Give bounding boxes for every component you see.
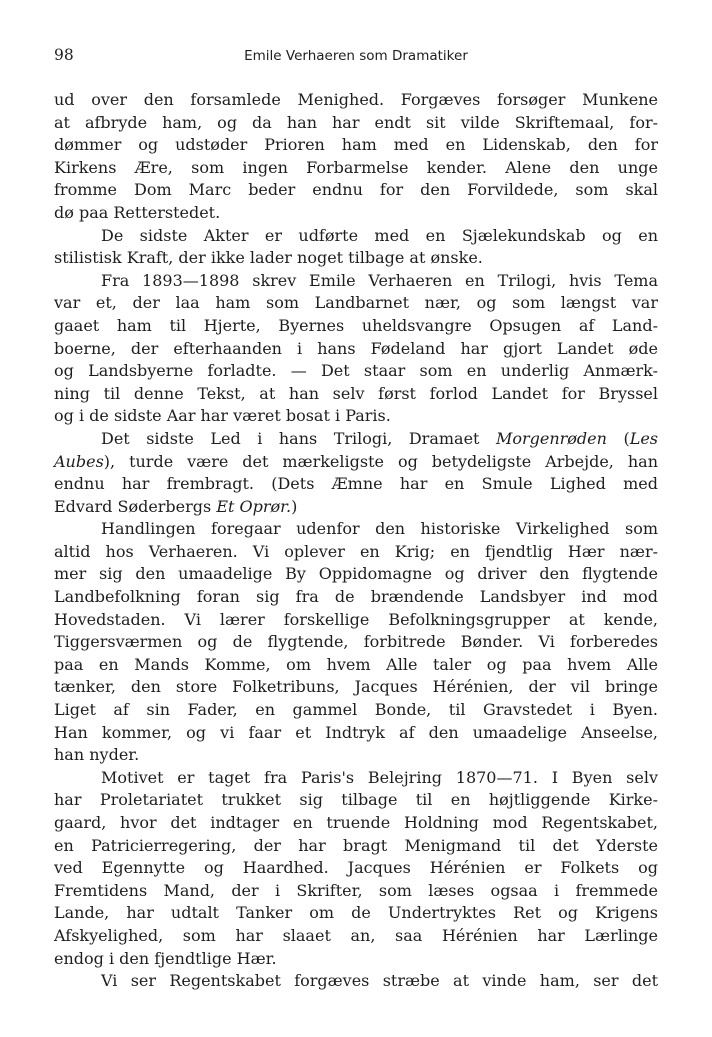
italic-title: Les xyxy=(629,428,659,448)
text-line: han nyder. xyxy=(54,745,140,765)
text-line: Lande, har udtalt Tanker om de Undertryktes Ret og Krigens xyxy=(54,903,658,923)
text-line: boerne, der efterhaanden i hans Fødeland har gjort Landet øde xyxy=(54,338,658,358)
text-line: paa en Mands Komme, om hvem Alle taler og paa hvem Alle xyxy=(54,654,658,674)
text-line: Vi ser Regentskabet forgæves stræbe at vinde ham, ser det xyxy=(101,971,658,991)
italic-title: Aubes xyxy=(54,451,104,471)
text-line: en Patricierregering, der har bragt Menigmand til det Yderste xyxy=(54,835,658,855)
text-line: at afbryde ham, og da han har endt sit vilde Skriftemaal, for- xyxy=(54,112,658,132)
body-text xyxy=(54,89,658,993)
text-line: dø paa Retterstedet. xyxy=(54,202,221,222)
text-run: ) xyxy=(291,496,298,516)
text-run: Edvard Søderbergs xyxy=(54,496,217,516)
text-run: ( xyxy=(606,428,630,448)
text-line xyxy=(54,451,658,474)
text-line: endog i den fjendtlige Hær. xyxy=(54,948,277,968)
page-header xyxy=(54,46,658,68)
text-line: Tiggersværmen og de flygtende, forbitrede Bønder. Vi forberedes xyxy=(54,632,658,652)
text-line: stilistisk Kraft, der ikke lader noget tilbage at ønske. xyxy=(54,248,483,268)
italic-title: Et Oprør. xyxy=(216,496,292,516)
text-line: ning til denne Tekst, at han selv først forlod Landet for Bryssel xyxy=(54,383,658,403)
text-line: Liget af sin Fader, en gammel Bonde, til Gravstedet i Byen. xyxy=(54,700,658,720)
text-line: har Proletariatet trukket sig tilbage til en højtliggende Kirke- xyxy=(54,790,658,810)
text-line: var et, der laa ham som Landbarnet nær, og som længst var xyxy=(54,293,658,313)
text-line: Kirkens Ære, som ingen Forbarmelse kender. Alene den unge xyxy=(54,157,658,177)
text-run: Det sidste Led i hans Trilogi, Dramaet xyxy=(101,428,496,448)
text-line: ud over den forsamlede Menighed. Forgæves forsøger Munkene xyxy=(54,90,658,109)
text-line: Hovedstaden. Vi lærer forskellige Befolkningsgrupper at kende, xyxy=(54,609,658,629)
text-line: og i de sidste Aar har været bosat i Paris. xyxy=(54,406,391,426)
text-line: og Landsbyerne forladte. — Det staar som en underlig Anmærk- xyxy=(54,361,658,381)
italic-title: Morgenrøden xyxy=(495,428,607,448)
text-run: ), turde være det mærkeligste og betydeligste Arbejde, han xyxy=(103,451,658,471)
text-line: gaaet ham til Hjerte, Byernes uheldsvangre Opsugen af Land- xyxy=(54,315,658,335)
running-head: Emile Verhaeren som Dramatiker xyxy=(244,48,468,64)
text-line: mer sig den umaadelige By Oppidomagne og driver den flygtende xyxy=(54,564,658,584)
text-line xyxy=(54,428,658,451)
text-line: tænker, den store Folketribuns, Jacques Hérénien, der vil bringe xyxy=(54,677,658,697)
text-line: Afskyelighed, som har slaaet an, saa Hérénien har Lærlinge xyxy=(54,925,658,945)
text-line: fromme Dom Marc beder endnu for den Forvildede, som skal xyxy=(54,180,658,200)
text-line: Landbefolkning foran sig fra de brændende Landsbyer ind mod xyxy=(54,587,658,607)
text-line: ved Egennytte og Haardhed. Jacques Hérénien er Folkets og xyxy=(54,858,658,878)
text-line: endnu har frembragt. (Dets Æmne har en Smule Lighed med xyxy=(54,474,658,494)
page-number: 98 xyxy=(54,46,74,64)
text-line: Fremtidens Mand, der i Skrifter, som læses ogsaa i fremmede xyxy=(54,880,658,900)
text-line: De sidste Akter er udførte med en Sjælekundskab og en xyxy=(101,225,658,245)
text-line: Handlingen foregaar udenfor den historiske Virkelighed som xyxy=(101,519,658,539)
text-line: Motivet er taget fra Paris's Belejring 1870—71. I Byen selv xyxy=(101,767,658,787)
text-line: Fra 1893—1898 skrev Emile Verhaeren en Trilogi, hvis Tema xyxy=(101,270,658,290)
text-line xyxy=(54,496,658,519)
text-line: gaard, hvor det indtager en truende Holdning mod Regentskabet, xyxy=(54,813,658,832)
text-line: Han kommer, og vi faar et Indtryk af den umaadelige Anseelse, xyxy=(54,722,658,742)
text-line: dømmer og udstøder Prioren ham med en Lidenskab, den for xyxy=(54,135,658,155)
text-line: altid hos Verhaeren. Vi oplever en Krig; en fjendtlig Hær nær- xyxy=(54,541,658,561)
